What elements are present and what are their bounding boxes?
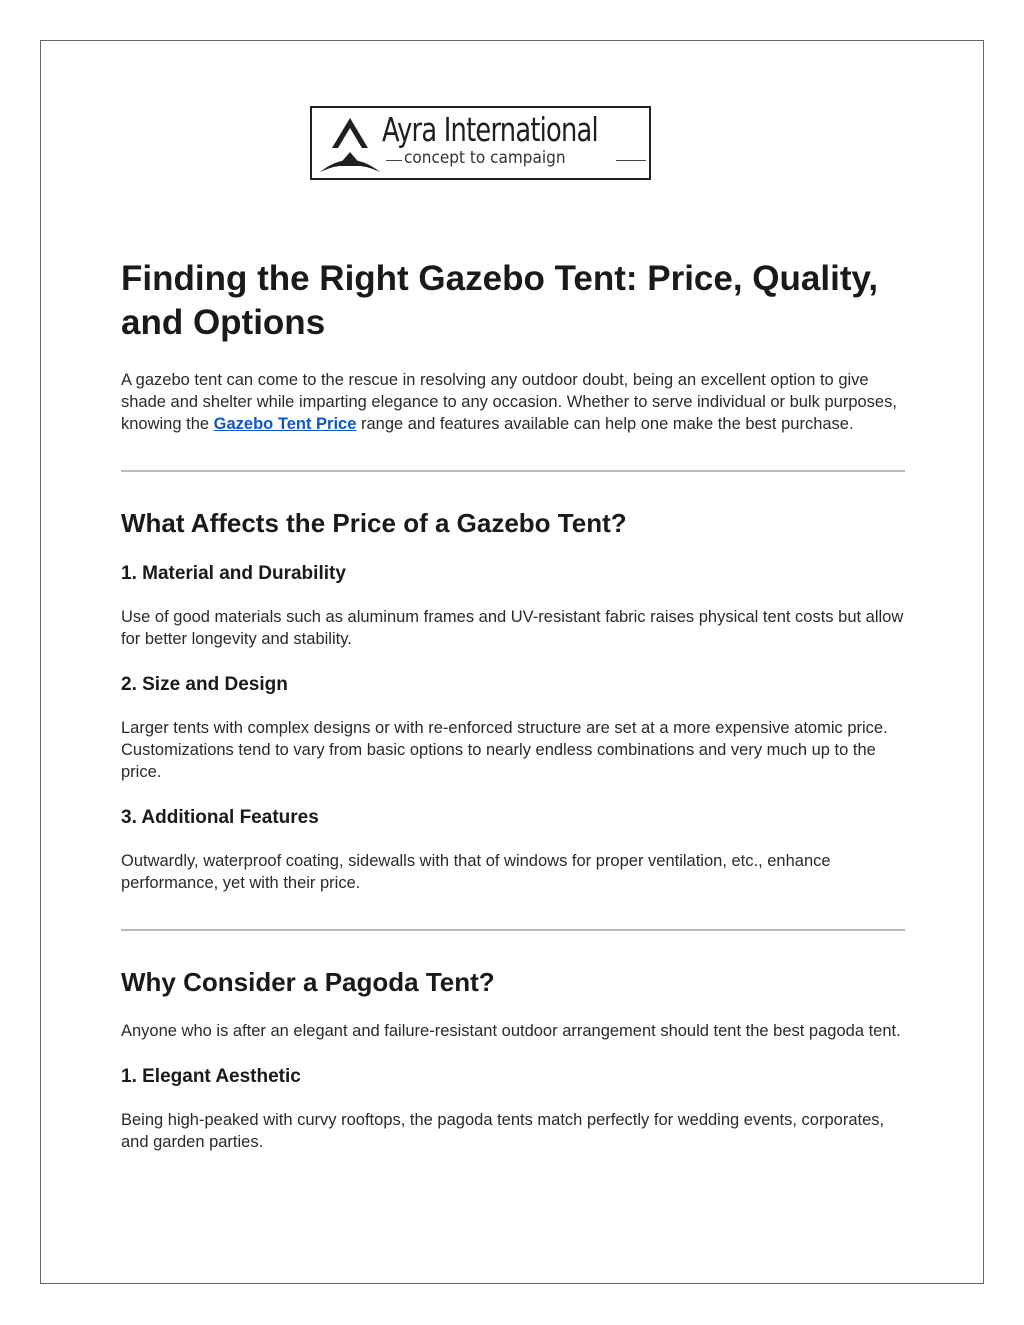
section-heading-price-factors: What Affects the Price of a Gazebo Tent? xyxy=(121,508,627,538)
logo-name: Ayra International xyxy=(382,110,598,149)
paragraph-elegant-aesthetic: Being high-peaked with curvy rooftops, the pagoda tents match perfectly for wedding events, corporates, and garden parties. xyxy=(121,1111,885,1151)
gazebo-tent-price-link[interactable]: Gazebo Tent Price xyxy=(213,415,357,433)
paragraph-pagoda-intro: Anyone who is after an elegant and failure-resistant outdoor arrangement should tent the best pagoda tent. xyxy=(121,1022,901,1040)
logo-tagline: concept to campaign xyxy=(404,148,566,168)
tent-peak-logo-icon xyxy=(318,114,382,174)
section-heading-pagoda: Why Consider a Pagoda Tent? xyxy=(121,967,495,997)
article-body xyxy=(121,257,905,1153)
document-page xyxy=(40,40,984,1284)
tagline-rule-right xyxy=(616,160,646,161)
subheading-additional-features: 3. Additional Features xyxy=(121,807,319,828)
paragraph-size-design: Larger tents with complex designs or with re-enforced structure are set at a more expensive atomic price. Customizations tend to vary from basic options to nearly endless combinations and very much up to the price. xyxy=(121,719,888,781)
paragraph-material: Use of good materials such as aluminum frames and UV-resistant fabric raises physical tent costs but allow for better longevity and stability. xyxy=(121,608,904,648)
section-divider xyxy=(121,929,905,931)
intro-text-after-link: range and features available can help one make the best purchase. xyxy=(356,415,854,433)
paragraph-additional-features: Outwardly, waterproof coating, sidewalls with that of windows for proper ventilation, etc., enhance performance, yet with their price. xyxy=(121,852,831,892)
section-divider xyxy=(121,470,905,472)
subheading-material: 1. Material and Durability xyxy=(121,563,346,584)
tagline-rule-left xyxy=(386,160,402,161)
intro-text-before-link: A gazebo tent can come to the rescue in resolving any outdoor doubt, being an excellent option to give shade and shelter while imparting elegance to any occasion. Whether to serve individual or bulk purposes, knowing the xyxy=(121,371,897,433)
subheading-size-design: 2. Size and Design xyxy=(121,674,288,695)
company-logo xyxy=(310,106,651,180)
article-title: Finding the Right Gazebo Tent: Price, Quality, and Options xyxy=(121,259,879,342)
subheading-elegant-aesthetic: 1. Elegant Aesthetic xyxy=(121,1066,301,1087)
intro-paragraph xyxy=(121,369,905,435)
